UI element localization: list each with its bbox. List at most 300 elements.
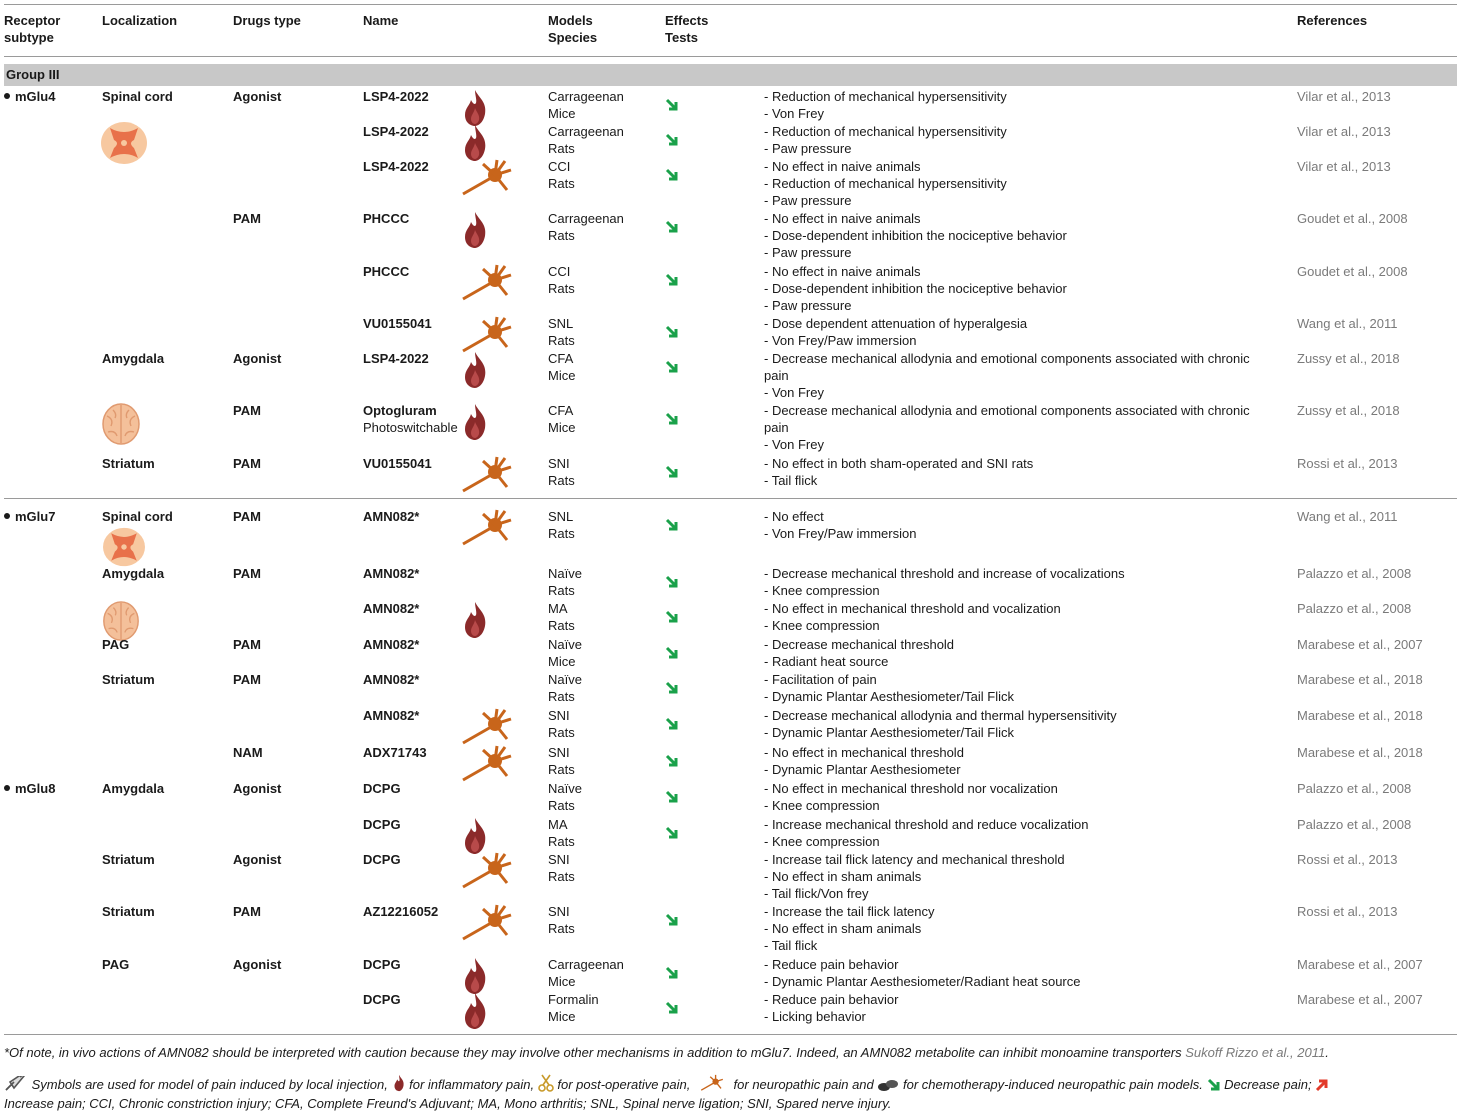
effect-description	[764, 903, 935, 954]
drug-type: PAM	[233, 566, 261, 581]
bullet-icon	[4, 513, 10, 519]
spinal-cord-icon	[100, 120, 148, 166]
description-line: - No effect in naive animals	[764, 264, 921, 279]
effect-description	[764, 744, 964, 778]
header-drugs-type: Drugs type	[233, 13, 301, 28]
decrease-arrow-icon	[665, 325, 679, 343]
reference-link[interactable]: Vilar et al., 2013	[1297, 124, 1391, 139]
effect-description	[764, 991, 898, 1025]
description-line: - Licking behavior	[764, 1009, 866, 1024]
description-line: - No effect in sham animals	[764, 921, 922, 936]
drug-name-label: PHCCC	[363, 264, 410, 279]
model-label: SNL	[548, 509, 574, 524]
decrease-arrow-icon	[665, 360, 679, 378]
flame-icon	[461, 991, 489, 1031]
effect-description	[764, 158, 1007, 209]
reference-link[interactable]: Goudet et al., 2008	[1297, 211, 1408, 226]
model-species	[548, 851, 575, 885]
decrease-arrow-icon	[665, 717, 679, 735]
drug-name-label: Optogluram	[363, 403, 437, 418]
description-line: - Knee compression	[764, 618, 880, 633]
reference-link[interactable]: Palazzo et al., 2008	[1297, 566, 1412, 581]
reference-link[interactable]: Goudet et al., 2008	[1297, 264, 1408, 279]
receptor-subtype	[4, 88, 55, 105]
flame-icon	[461, 816, 489, 856]
description-line: - No effect in naive animals	[764, 211, 921, 226]
drug-name-label: AMN082*	[363, 708, 420, 723]
species-label: Rats	[548, 798, 575, 813]
model-species	[548, 263, 575, 297]
species-label: Rats	[548, 869, 575, 884]
drug-name	[363, 851, 401, 868]
reference-link[interactable]: Palazzo et al., 2008	[1297, 817, 1412, 832]
group-label: Group III	[6, 67, 60, 82]
species-label: Rats	[548, 583, 575, 598]
neuron-icon	[461, 508, 513, 548]
description-line: - Knee compression	[764, 798, 880, 813]
drug-type: PAM	[233, 509, 261, 524]
reference-link[interactable]: Palazzo et al., 2008	[1297, 601, 1412, 616]
spinal-cord-icon	[100, 526, 148, 568]
model-label: SNI	[548, 904, 570, 919]
model-label: CFA	[548, 403, 574, 418]
model-species	[548, 210, 624, 244]
model-species	[548, 565, 582, 599]
description-line: - No effect in mechanical threshold nor vocalization	[764, 781, 1058, 796]
description-line: - Dynamic Plantar Aesthesiometer/Radiant heat source	[764, 974, 1081, 989]
bullet-icon	[4, 93, 10, 99]
drug-type: PAM	[233, 456, 261, 471]
drug-name-label: LSP4-2022	[363, 89, 429, 104]
description-line: - No effect in sham animals	[764, 869, 922, 884]
species-label: Rats	[548, 281, 575, 296]
localization: Spinal cord	[102, 509, 173, 524]
decrease-arrow-icon	[665, 966, 679, 984]
localization: Striatum	[102, 456, 155, 471]
model-label: CCI	[548, 264, 571, 279]
description-line: - Reduce pain behavior	[764, 992, 899, 1007]
drug-name	[363, 816, 401, 833]
reference-link[interactable]: Marabese et al., 2018	[1297, 745, 1423, 760]
model-label: MA	[548, 601, 568, 616]
flame-icon	[461, 88, 489, 128]
description-line: - Tail flick	[764, 473, 818, 488]
species-label: Rats	[548, 921, 575, 936]
effect-description	[764, 707, 1117, 741]
species-label: Rats	[548, 473, 575, 488]
drug-name-label: AMN082*	[363, 509, 420, 524]
header-localization: Localization	[102, 13, 178, 28]
flame-icon	[461, 123, 489, 163]
localization: Amygdala	[102, 566, 165, 581]
footnote-reference-link[interactable]: Sukoff Rizzo et al., 2011	[1185, 1045, 1326, 1060]
top-rule	[4, 4, 1457, 5]
drug-name	[363, 671, 419, 688]
header-references: References	[1297, 13, 1368, 28]
description-line: - Facilitation of pain	[764, 672, 877, 687]
species-label: Rats	[548, 618, 575, 633]
drug-name-label: AMN082*	[363, 637, 420, 652]
drug-name	[363, 315, 432, 332]
drug-name	[363, 263, 409, 280]
decrease-arrow-icon	[665, 681, 679, 699]
model-species	[548, 402, 575, 436]
description-line: - Knee compression	[764, 583, 880, 598]
description-line: - No effect in both sham-operated and SNI rats	[764, 456, 1034, 471]
reference-link[interactable]: Marabese et al., 2018	[1297, 672, 1423, 687]
drug-name-subtitle: Photoswitchable	[363, 420, 458, 435]
reference-link[interactable]: Rossi et al., 2013	[1297, 852, 1398, 867]
decrease-arrow-icon	[665, 98, 679, 116]
model-species	[548, 780, 582, 814]
footnote-abbreviations: Increase pain; CCI, Chronic constriction injury; CFA, Complete Freund's Adjuvant; MA, Mono arthritis; SNL, Spinal nerve ligation; SNI, Spared nerve injury.	[4, 1096, 892, 1111]
reference-link[interactable]: Wang et al., 2011	[1297, 509, 1398, 524]
reference-link[interactable]: Marabese et al., 2007	[1297, 957, 1423, 972]
reference-link[interactable]: Zussy et al., 2018	[1297, 351, 1400, 366]
reference-link[interactable]: Marabese et al., 2018	[1297, 708, 1423, 723]
drug-name	[363, 350, 429, 367]
model-label: SNI	[548, 456, 570, 471]
description-line: - No effect in mechanical threshold	[764, 745, 964, 760]
species-label: Rats	[548, 689, 575, 704]
syringe-icon	[4, 1076, 28, 1092]
description-line: - Decrease mechanical threshold and increase of vocalizations	[764, 566, 1125, 581]
drug-name	[363, 636, 419, 653]
species-label: Mice	[548, 420, 576, 435]
description-line: - Tail flick	[764, 938, 818, 953]
species-label: Rats	[548, 176, 575, 191]
description-line: - Increase the tail flick latency	[764, 904, 935, 919]
description-line: - No effect in naive animals	[764, 159, 921, 174]
drug-name-label: AZ12216052	[363, 904, 439, 919]
species-label: Rats	[548, 834, 575, 849]
decrease-arrow-icon	[665, 754, 679, 772]
localization: Amygdala	[102, 781, 165, 796]
description-line: - Paw pressure	[764, 141, 852, 156]
neuron-icon	[461, 455, 513, 495]
receptor-subtype-label: mGlu7	[15, 509, 56, 524]
effect-description	[764, 816, 1088, 850]
decrease-arrow-icon	[665, 610, 679, 628]
description-line: - Dose-dependent inhibition the nociceptive behavior	[764, 228, 1067, 243]
localization: Striatum	[102, 852, 155, 867]
reference-link[interactable]: Vilar et al., 2013	[1297, 89, 1391, 104]
drug-name-label: DCPG	[363, 852, 401, 867]
neuron-icon	[461, 158, 513, 198]
drug-name-label: LSP4-2022	[363, 351, 429, 366]
model-species	[548, 636, 582, 670]
brain-icon	[101, 402, 141, 446]
species-label: Rats	[548, 228, 575, 243]
model-species	[548, 315, 575, 349]
species-label: Rats	[548, 141, 575, 156]
model-species	[548, 744, 575, 778]
flame-icon	[461, 350, 489, 390]
model-label: Naïve	[548, 672, 582, 687]
description-line: - Dynamic Plantar Aesthesiometer	[764, 762, 961, 777]
description-line: - Dose-dependent inhibition the nociceptive behavior	[764, 281, 1067, 296]
model-label: Formalin	[548, 992, 599, 1007]
description-line: - Increase mechanical threshold and reduce vocalization	[764, 817, 1089, 832]
drug-name-label: PHCCC	[363, 211, 410, 226]
drug-name-label: VU0155041	[363, 456, 432, 471]
drug-name	[363, 600, 419, 617]
reference-link[interactable]: Palazzo et al., 2008	[1297, 781, 1412, 796]
decrease-arrow-icon	[665, 465, 679, 483]
decrease-arrow-icon	[665, 412, 679, 430]
header-effects-tests: Effects Tests	[665, 13, 709, 45]
group-band	[4, 64, 1457, 86]
increase-arrow-icon	[1315, 1078, 1329, 1092]
description-line: - Decrease mechanical allodynia and emotional components associated with chronic	[764, 351, 1250, 366]
bullet-icon	[4, 785, 10, 791]
description-line: - Reduction of mechanical hypersensitivity	[764, 89, 1007, 104]
description-line: - Reduce pain behavior	[764, 957, 899, 972]
reference-link[interactable]: Marabese et al., 2007	[1297, 637, 1423, 652]
drug-type: NAM	[233, 745, 263, 760]
effect-description	[764, 315, 1027, 349]
description-line: - Von Frey	[764, 385, 824, 400]
species-label: Mice	[548, 974, 576, 989]
decrease-arrow-icon	[665, 826, 679, 844]
effect-description	[764, 671, 1014, 705]
neuron-icon	[461, 851, 513, 891]
model-species	[548, 508, 575, 542]
drug-name	[363, 707, 419, 724]
effect-description	[764, 210, 1067, 261]
description-line: - Decrease mechanical allodynia and thermal hypersensitivity	[764, 708, 1117, 723]
drug-name	[363, 88, 429, 105]
drug-type: Agonist	[233, 957, 282, 972]
drug-name	[363, 991, 401, 1008]
description-line: - No effect	[764, 509, 824, 524]
drug-name	[363, 123, 429, 140]
drug-name-label: LSP4-2022	[363, 124, 429, 139]
model-label: Carrageenan	[548, 124, 624, 139]
drug-name	[363, 780, 401, 797]
header-name: Name	[363, 13, 399, 28]
description-line: - Von Frey	[764, 106, 824, 121]
drug-name-label: AMN082*	[363, 601, 420, 616]
description-line: - Paw pressure	[764, 193, 852, 208]
model-label: Carrageenan	[548, 89, 624, 104]
model-label: Carrageenan	[548, 211, 624, 226]
model-species	[548, 123, 624, 157]
model-label: Naïve	[548, 566, 582, 581]
model-species	[548, 991, 599, 1025]
description-line: - Tail flick/Von frey	[764, 886, 869, 901]
species-label: Mice	[548, 106, 576, 121]
effect-description	[764, 455, 1033, 489]
decrease-arrow-icon	[665, 913, 679, 931]
localization: Striatum	[102, 672, 155, 687]
drug-type: PAM	[233, 211, 261, 226]
drug-type: PAM	[233, 672, 261, 687]
effect-description	[764, 263, 1067, 314]
drug-name-label: AMN082*	[363, 672, 420, 687]
model-label: CFA	[548, 351, 574, 366]
drug-name-label: LSP4-2022	[363, 159, 429, 174]
header-receptor-subtype: Receptor subtype	[4, 13, 61, 45]
reference-link[interactable]: Zussy et al., 2018	[1297, 403, 1400, 418]
drug-name	[363, 744, 427, 761]
decrease-arrow-icon	[665, 1001, 679, 1019]
neuron-icon	[694, 1074, 730, 1092]
localization: Spinal cord	[102, 89, 173, 104]
section-rule-mglu7	[4, 498, 1457, 499]
model-label: CCI	[548, 159, 571, 174]
decrease-arrow-icon	[665, 220, 679, 238]
drug-type: Agonist	[233, 89, 282, 104]
decrease-arrow-icon	[1207, 1078, 1221, 1092]
drug-type: PAM	[233, 637, 261, 652]
decrease-arrow-icon	[665, 646, 679, 664]
model-label: MA	[548, 817, 568, 832]
drug-name-label: DCPG	[363, 992, 401, 1007]
drug-name	[363, 402, 458, 436]
receptor-subtype	[4, 508, 55, 525]
decrease-arrow-icon	[665, 518, 679, 536]
reference-link[interactable]: Vilar et al., 2013	[1297, 159, 1391, 174]
drug-name-label: DCPG	[363, 957, 401, 972]
effect-description	[764, 956, 1081, 990]
reference-link[interactable]: Rossi et al., 2013	[1297, 456, 1398, 471]
drug-name	[363, 455, 432, 472]
effect-description	[764, 636, 954, 670]
model-species	[548, 88, 624, 122]
species-label: Mice	[548, 1009, 576, 1024]
drug-name	[363, 903, 438, 920]
effect-description	[764, 88, 1007, 122]
description-line: pain	[764, 420, 789, 435]
drug-name-label: DCPG	[363, 817, 401, 832]
model-species	[548, 350, 575, 384]
model-label: SNI	[548, 852, 570, 867]
model-label: Carrageenan	[548, 957, 624, 972]
localization: PAG	[102, 637, 130, 652]
flame-icon	[392, 1074, 406, 1092]
description-line: - Decrease mechanical threshold	[764, 637, 955, 652]
species-label: Mice	[548, 654, 576, 669]
effect-description	[764, 123, 1007, 157]
model-species	[548, 816, 575, 850]
description-line: - Radiant heat source	[764, 654, 889, 669]
model-label: Naïve	[548, 637, 582, 652]
drug-name-label: DCPG	[363, 781, 401, 796]
description-line: - Von Frey/Paw immersion	[764, 333, 917, 348]
drug-name-label: VU0155041	[363, 316, 432, 331]
drug-name-label: AMN082*	[363, 566, 420, 581]
neuron-icon	[461, 707, 513, 747]
model-species	[548, 455, 575, 489]
model-label: Naïve	[548, 781, 582, 796]
description-line: - Reduction of mechanical hypersensitivity	[764, 124, 1007, 139]
effect-description	[764, 350, 1250, 401]
model-species	[548, 956, 624, 990]
model-species	[548, 158, 575, 192]
effect-description	[764, 600, 1061, 634]
flame-icon	[461, 210, 489, 250]
drug-name	[363, 158, 429, 175]
description-line: - Decrease mechanical allodynia and emotional components associated with chronic	[764, 403, 1250, 418]
header-models-species: Models Species	[548, 13, 598, 45]
drug-type: Agonist	[233, 351, 282, 366]
model-species	[548, 671, 582, 705]
species-label: Mice	[548, 368, 576, 383]
header-rule	[4, 56, 1457, 57]
flame-icon	[461, 600, 489, 640]
neuron-icon	[461, 263, 513, 303]
effect-description	[764, 780, 1058, 814]
reference-link[interactable]: Marabese et al., 2007	[1297, 992, 1423, 1007]
description-line: - No effect in mechanical threshold and vocalization	[764, 601, 1061, 616]
description-line: - Von Frey/Paw immersion	[764, 526, 917, 541]
neuron-icon	[461, 903, 513, 943]
pills-icon	[877, 1078, 899, 1092]
drug-name	[363, 508, 419, 525]
species-label: Rats	[548, 333, 575, 348]
scissors-icon	[538, 1074, 554, 1092]
effect-description	[764, 851, 1065, 902]
model-species	[548, 707, 575, 741]
effect-description	[764, 565, 1125, 599]
drug-type: PAM	[233, 403, 261, 418]
flame-icon	[461, 402, 489, 442]
receptor-subtype-label: mGlu8	[15, 781, 56, 796]
description-line: - Dynamic Plantar Aesthesiometer/Tail Flick	[764, 725, 1014, 740]
drug-type: PAM	[233, 904, 261, 919]
reference-link[interactable]: Wang et al., 2011	[1297, 316, 1398, 331]
description-line: - Paw pressure	[764, 298, 852, 313]
effect-description	[764, 508, 916, 542]
drug-name	[363, 565, 419, 582]
drug-type: Agonist	[233, 781, 282, 796]
drug-name	[363, 956, 401, 973]
drug-name-label: ADX71743	[363, 745, 427, 760]
footnote-symbols: Symbols are used for model of pain induced by local injection, for inflammatory pain, for post-operative pain, for neuropathic pain and for chemotherapy-induced neuropathic pain models. Decrease pain;	[4, 1074, 1457, 1094]
decrease-arrow-icon	[665, 575, 679, 593]
model-species	[548, 903, 575, 937]
model-label: SNI	[548, 708, 570, 723]
footnote-amn082: *Of note, in vivo actions of AMN082 should be interpreted with caution because they may involve other mechanisms in addition to mGlu7. Indeed, an AMN082 metabolite can inhibit monoamine transporters Sukoff Rizzo et al., 2011.	[4, 1045, 1329, 1060]
species-label: Rats	[548, 762, 575, 777]
species-label: Rats	[548, 725, 575, 740]
description-line: - Paw pressure	[764, 245, 852, 260]
drug-type: Agonist	[233, 852, 282, 867]
bottom-rule	[4, 1034, 1457, 1035]
reference-link[interactable]: Rossi et al., 2013	[1297, 904, 1398, 919]
effect-description	[764, 402, 1250, 453]
description-line: - Knee compression	[764, 834, 880, 849]
model-label: SNL	[548, 316, 574, 331]
description-line: - Dose dependent attenuation of hyperalgesia	[764, 316, 1028, 331]
description-line: - Reduction of mechanical hypersensitivity	[764, 176, 1007, 191]
decrease-arrow-icon	[665, 133, 679, 151]
species-label: Rats	[548, 526, 575, 541]
decrease-arrow-icon	[665, 790, 679, 808]
flame-icon	[461, 956, 489, 996]
drug-name	[363, 210, 409, 227]
receptor-subtype-label: mGlu4	[15, 89, 56, 104]
localization: PAG	[102, 957, 130, 972]
description-line: - Increase tail flick latency and mechanical threshold	[764, 852, 1065, 867]
neuron-icon	[461, 315, 513, 355]
receptor-subtype	[4, 780, 55, 797]
description-line: - Von Frey	[764, 437, 824, 452]
model-species	[548, 600, 575, 634]
localization: Striatum	[102, 904, 155, 919]
model-label: SNI	[548, 745, 570, 760]
